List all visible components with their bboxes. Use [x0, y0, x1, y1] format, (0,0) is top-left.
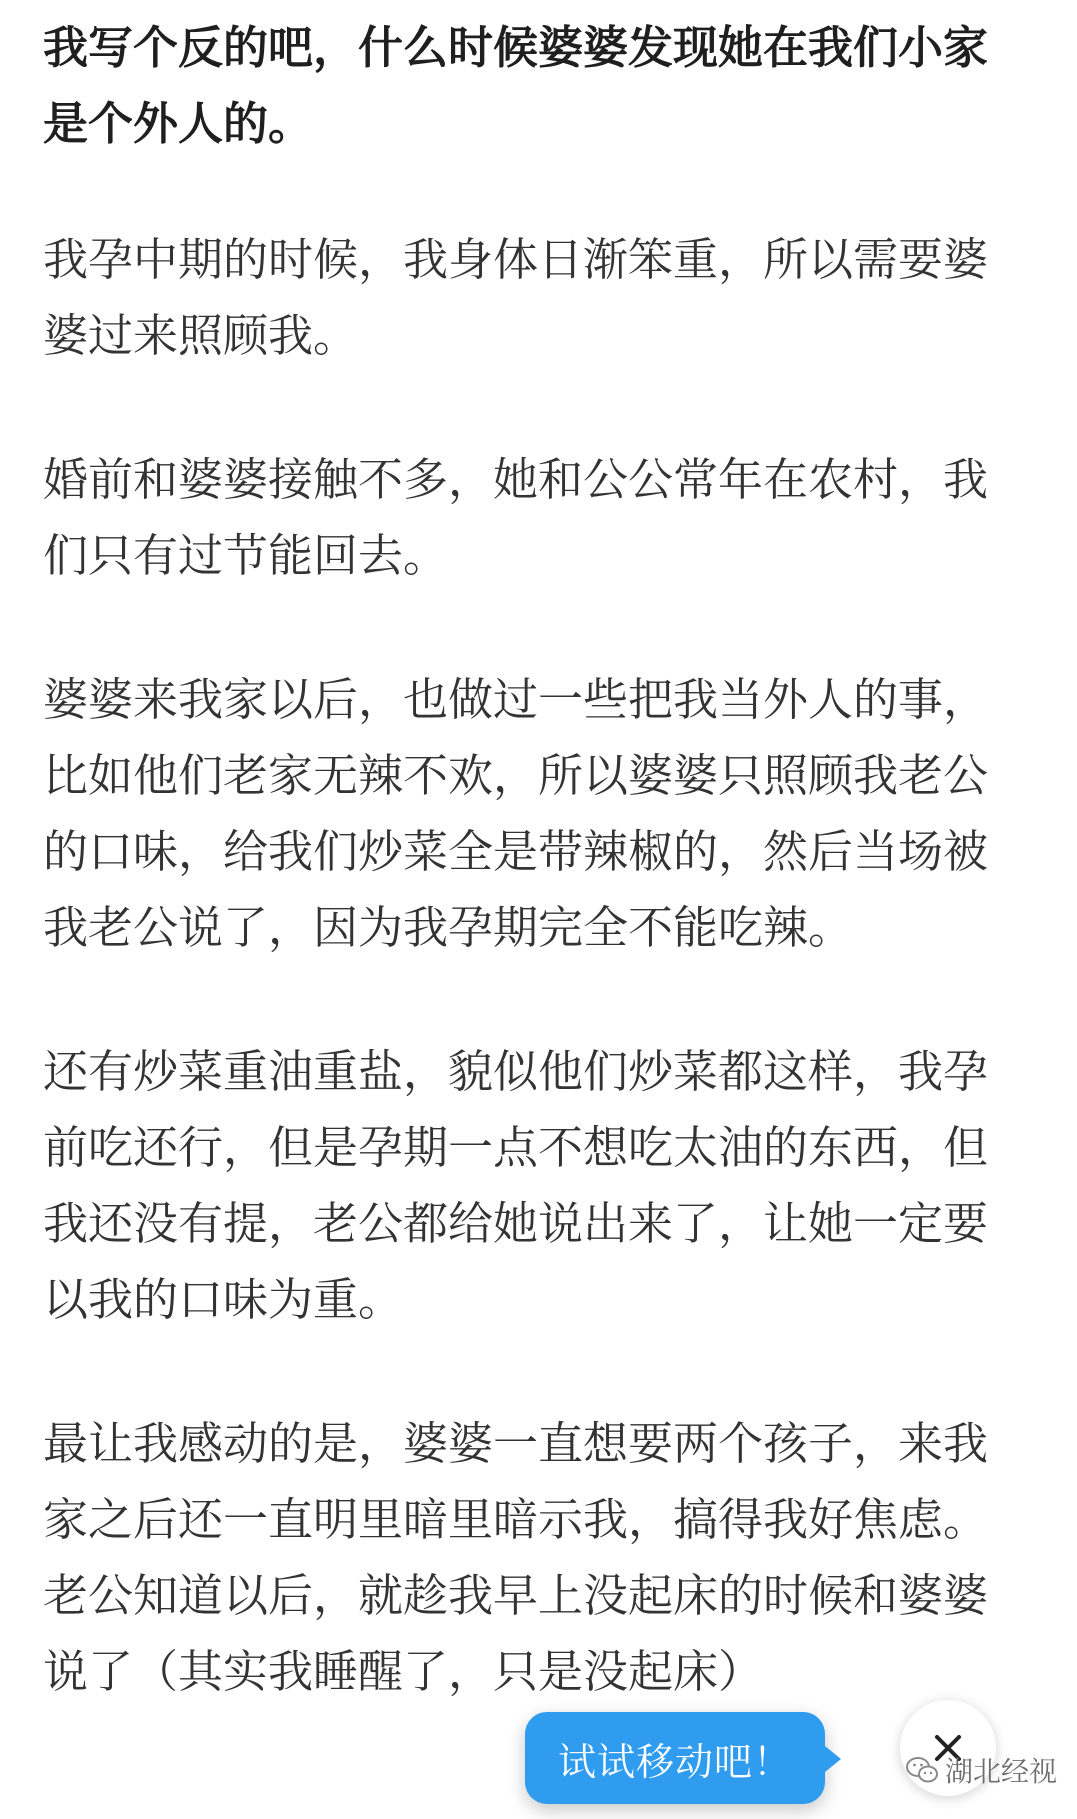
- paragraph-4: 还有炒菜重油重盐，貌似他们炒菜都这样，我孕前吃还行，但是孕期一点不想吃太油的东西，但我还没有提，老公都给她说出来了，让她一定要以我的口味为重。: [43, 1045, 989, 1326]
- try-move-tooltip[interactable]: [525, 1712, 825, 1804]
- watermark-text: 湖北经视: [945, 1755, 1058, 1788]
- wechat-icon: [905, 1756, 939, 1784]
- paragraph-1: 我孕中期的时候，我身体日渐笨重，所以需要婆婆过来照顾我。: [43, 233, 989, 362]
- watermark: [905, 1750, 1057, 1790]
- paragraph-3: 婆婆来我家以后，也做过一些把我当外人的事，比如他们老家无辣不欢，所以婆婆只照顾我老公的口味，给我们炒菜全是带辣椒的，然后当场被我老公说了，因为我孕期完全不能吃辣。: [43, 673, 989, 954]
- paragraph-5: 最让我感动的是，婆婆一直想要两个孩子，来我家之后还一直明里暗里暗示我，搞得我好焦虑。老公知道以后，就趁我早上没起床的时候和婆婆说了（其实我睡醒了，只是没起床）: [43, 1417, 989, 1698]
- article-body: [43, 10, 1013, 1710]
- tooltip-text: 试试移动吧！: [557, 1739, 792, 1784]
- paragraph-2: 婚前和婆婆接触不多，她和公公常年在农村，我们只有过节能回去。: [43, 453, 989, 582]
- article-title: 我写个反的吧，什么时候婆婆发现她在我们小家是个外人的。: [43, 21, 989, 150]
